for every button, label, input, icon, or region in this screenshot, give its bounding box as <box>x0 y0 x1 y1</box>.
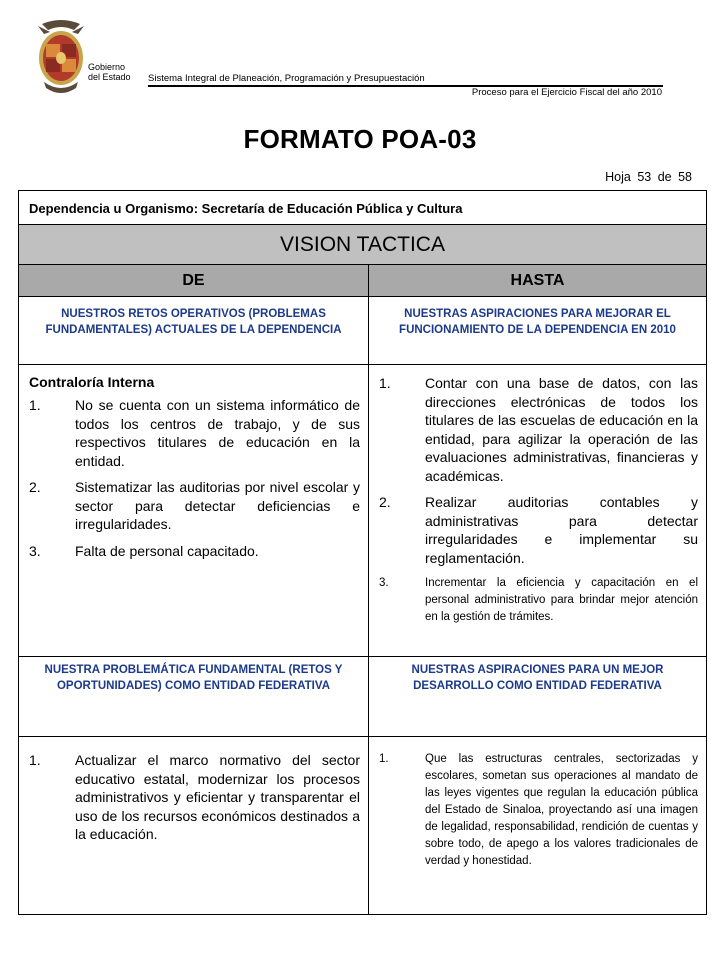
system-name: Sistema Integral de Planeación, Programación y Presupuestación <box>148 73 425 84</box>
item-number: 1. <box>29 752 41 768</box>
item-number: 1. <box>379 753 389 765</box>
block2-right-header: NUESTRAS ASPIRACIONES PARA UN MEJOR DESARROLLO COMO ENTIDAD FEDERATIVA <box>369 657 707 737</box>
block1-left-subtitle: Contraloría Interna <box>29 374 155 390</box>
item-text: Falta de personal capacitado. <box>75 542 259 559</box>
list-item <box>29 478 360 534</box>
list-item <box>379 374 698 485</box>
list-item <box>29 542 360 561</box>
block1-right-list <box>379 374 698 626</box>
list-item <box>29 396 360 470</box>
list-item <box>379 575 698 626</box>
block2-left-list <box>29 751 360 844</box>
document-header <box>0 0 720 110</box>
list-item <box>379 493 698 567</box>
block2-left-cell <box>19 737 369 915</box>
government-label <box>88 62 131 82</box>
item-number: 1. <box>29 397 41 413</box>
dependency-cell: Dependencia u Organismo: Secretaría de Educación Pública y Cultura <box>19 191 707 225</box>
item-number: 3. <box>379 577 389 589</box>
column-header-hasta: HASTA <box>369 265 707 297</box>
document-title: FORMATO POA-03 <box>243 124 477 154</box>
block1-right-header: NUESTRAS ASPIRACIONES PARA MEJORAR EL FUNCIONAMIENTO DE LA DEPENDENCIA EN 2010 <box>369 297 707 365</box>
item-text: Realizar auditorias contables y administrativas para detectar irregularidades e implementar su reglamentación. <box>425 494 698 566</box>
item-text: No se cuenta con un sistema informático de todos los centros de trabajo, y de sus respectivos titulares de educación en la entidad. <box>75 397 360 469</box>
column-header-de: DE <box>19 265 369 297</box>
block1-right-cell <box>369 365 707 657</box>
block1-left-cell <box>19 365 369 657</box>
block2-left-header: NUESTRA PROBLEMÁTICA FUNDAMENTAL (RETOS Y OPORTUNIDADES) COMO ENTIDAD FEDERATIVA <box>19 657 369 737</box>
vision-table <box>18 190 707 915</box>
item-number: 3. <box>29 542 41 559</box>
item-text: Sistematizar las auditorias por nivel escolar y sector para detectar deficiencias e irregularidades. <box>75 479 360 532</box>
item-number: 1. <box>379 375 391 391</box>
page-number: Hoja 53 de 58 <box>605 170 692 184</box>
item-number: 2. <box>379 494 391 510</box>
government-label-line1: Gobierno <box>88 62 126 72</box>
item-text: Incrementar la eficiencia y capacitación en el personal administrativo para brindar mejor atención en la gestión de trámites. <box>425 577 698 623</box>
item-number: 2. <box>29 479 41 495</box>
block2-right-list <box>379 751 698 870</box>
list-item <box>29 751 360 844</box>
process-year: Proceso para el Ejercicio Fiscal del año 2010 <box>471 87 662 98</box>
section-title: VISION TACTICA <box>19 225 707 265</box>
block1-left-list <box>29 396 360 560</box>
government-label-line2: del Estado <box>88 72 131 82</box>
block1-left-header: NUESTROS RETOS OPERATIVOS (PROBLEMAS FUNDAMENTALES) ACTUALES DE LA DEPENDENCIA <box>19 297 369 365</box>
list-item <box>379 751 698 870</box>
state-coat-of-arms-icon <box>36 18 86 96</box>
block2-right-cell <box>369 737 707 915</box>
item-text: Que las estructuras centrales, sectorizadas y escolares, sometan sus operaciones al mandato de las leyes vigentes que regulan la educación pública del Estado de Sinaloa, proyectando así una imagen de legalidad, responsabilidad, rendición de cuentas y sobre todo, de apego a los valores tradicionales de verdad y honestidad. <box>425 753 698 867</box>
item-text: Actualizar el marco normativo del sector educativo estatal, modernizar los procesos administrativos y eficientar y transparentar el uso de los recursos económicos destinados a la educación. <box>75 752 360 842</box>
item-text: Contar con una base de datos, con las direcciones electrónicas de todos los titulares de las escuelas de educación en la entidad, para agilizar la operación de las evaluaciones administrativas, financieras y académicas. <box>425 375 698 484</box>
